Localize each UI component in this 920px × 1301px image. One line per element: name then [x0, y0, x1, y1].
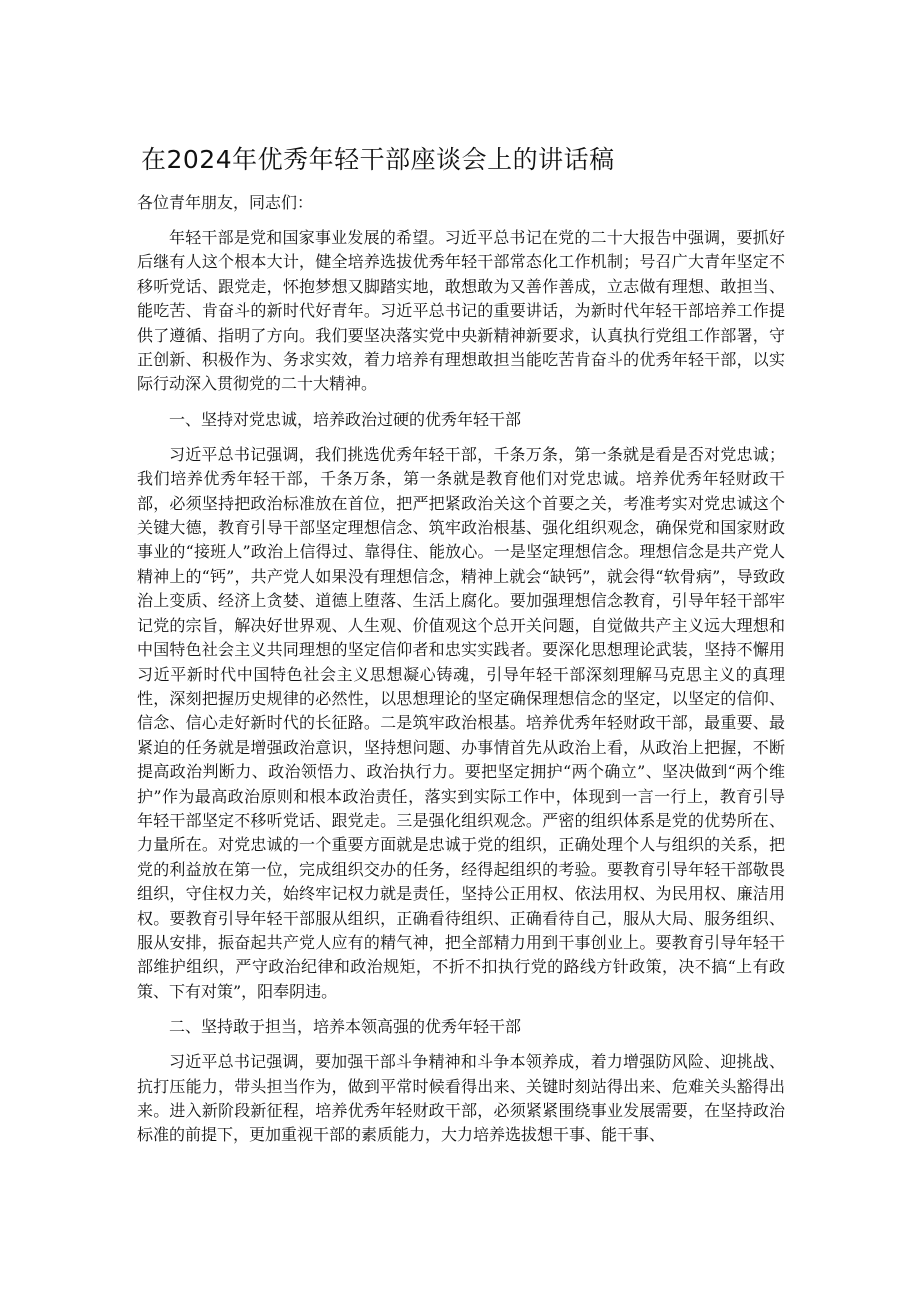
section-2-heading: 二、坚持敢于担当，培养本领高强的优秀年轻干部 — [169, 1017, 522, 1037]
document-page — [137, 140, 785, 1158]
document-title: 在2024年优秀年轻干部座谈会上的讲话稿 — [141, 145, 615, 174]
section-2-paragraph: 习近平总书记强调，要加强干部斗争精神和斗争本领养成，着力增强防风险、迎挑战、抗打压能力，带头担当作为，做到平常时候看得出来、关键时刻站得出来、危难关头豁得出来。进入新阶段新征程，培养优秀年轻财政干部，必须紧紧围绕事业发展需要，在坚持政治标准的前提下，更加重视干部的素质能力，大力培养选拔想干事、能干事、 — [137, 1052, 785, 1145]
section-1-heading: 一、坚持对党忠诚，培养政治过硬的优秀年轻干部 — [169, 409, 522, 429]
section-1-paragraph: 习近平总书记强调，我们挑选优秀年轻干部，千条万条，第一条就是看是否对党忠诚；我们培养优秀年轻干部，千条万条，第一条就是教育他们对党忠诚。培养优秀年轻财政干部，必须坚持把政治标准放在首位，把严把紧政治关这个首要之关，考准考实对党忠诚这个关键大德，教育引导干部坚定理想信念、筑牢政治根基、强化组织观念，确保党和国家财政事业的“接班人”政治上信得过、靠得住、能放心。一是坚定理想信念。理想信念是共产党人精神上的“钙”，共产党人如果没有理想信念，精神上就会“缺钙”，就会得“软骨病”，导致政治上变质、经济上贪婪、道德上堕落、生活上腐化。要加强理想信念教育，引导年轻干部牢记党的宗旨，解决好世界观、人生观、价值观这个总开关问题，自觉做共产主义远大理想和中国特色社会主义共同理想的坚定信仰者和忠实实践者。要深化思想理论武装，坚持不懈用习近平新时代中国特色社会主义思想凝心铸魂，引导年轻干部深刻理解马克思主义的真理性，深刻把握历史规律的必然性，以思想理论的坚定确保理想信念的坚定，以坚定的信仰、信念、信心走好新时代的长征路。二是筑牢政治根基。培养优秀年轻财政干部，最重要、最紧迫的任务就是增强政治意识，坚持想问题、办事情首先从政治上看，从政治上把握，不断提高政治判断力、政治领悟力、政治执行力。要把坚定拥护“两个确立”、坚决做到“两个维护”作为最高政治原则和根本政治责任，落实到实际工作中，体现到一言一行上，教育引导年轻干部坚定不移听党话、跟党走。三是强化组织观念。严密的组织体系是党的优势所在、力量所在。对党忠诚的一个重要方面就是忠诚于党的组织，正确处理个人与组织的关系，把党的利益放在第一位，完成组织交办的任务，经得起组织的考验。要教育引导年轻干部敬畏组织，守住权力关，始终牢记权力就是责任，坚持公正用权、依法用权、为民用权、廉洁用权。要教育引导年轻干部服从组织，正确看待组织、正确看待自己，服从大局、服务组织、服从安排，振奋起共产党人应有的精气神，把全部精力用到干事创业上。要教育引导年轻干部维护组织，严守政治纪律和政治规矩，不折不扣执行党的路线方针政策，决不搞“上有政策、下有对策”，阳奉阴违。 — [137, 444, 785, 1001]
salutation: 各位青年朋友，同志们： — [137, 193, 314, 212]
intro-paragraph: 年轻干部是党和国家事业发展的希望。习近平总书记在党的二十大报告中强调，要抓好后继有人这个根本大计，健全培养选拔优秀年轻干部常态化工作机制；号召广大青年坚定不移听党话、跟党走，怀抱梦想又脚踏实地，敢想敢为又善作善成，立志做有理想、敢担当、能吃苦、肯奋斗的新时代好青年。习近平总书记的重要讲话，为新时代年轻干部培养工作提供了遵循、指明了方向。我们要坚决落实党中央新精神新要求，认真执行党组工作部署，守正创新、积极作为、务求实效，着力培养有理想敢担当能吃苦肯奋斗的优秀年轻干部，以实际行动深入贯彻党的二十大精神。 — [137, 228, 785, 394]
